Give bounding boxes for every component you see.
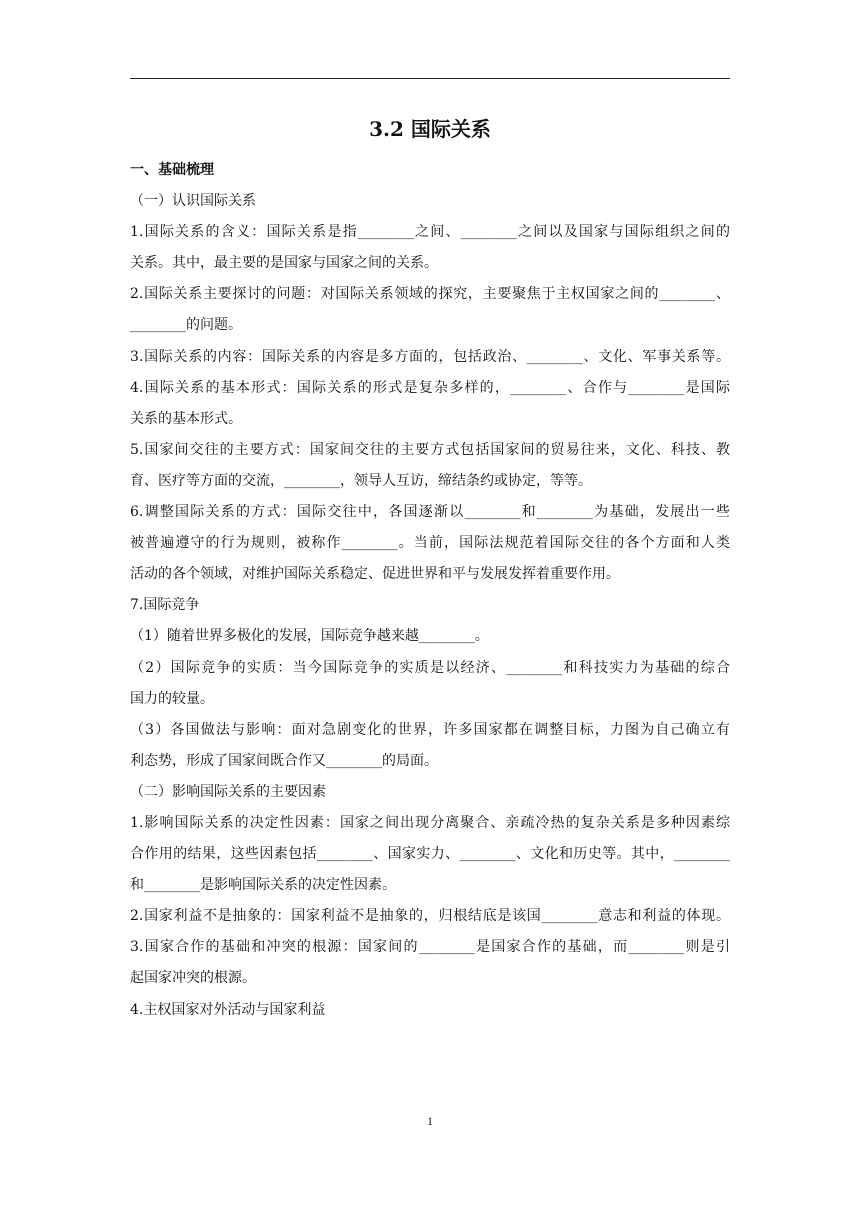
paragraph-line: 关系的基本形式。 <box>130 410 242 427</box>
header-rule <box>130 78 730 79</box>
paragraph-line: （1）随着世界多极化的发展，国际竞争越来越________。 <box>130 628 489 645</box>
paragraph-line: 活动的各个领域，对维护国际关系稳定、促进世界和平与发展发挥着重要作用。 <box>130 566 620 583</box>
paragraph-line: （2）国际竞争的实质：当今国际竞争的实质是以经济、________和科技实力为基础的综合 <box>130 659 730 676</box>
paragraph-line: 2.国家利益不是抽象的：国家利益不是抽象的，归根结底是该国________意志和利益的体现。 <box>130 908 730 925</box>
paragraph-line: 1.影响国际关系的决定性因素：国家之间出现分离聚合、亲疏冷热的复杂关系是多种因素综 <box>130 814 730 831</box>
paragraph-line: 6.调整国际关系的方式：国际交往中，各国逐渐以________和________为基础，发展出一些 <box>130 504 730 521</box>
paragraph-line: 4.国际关系的基本形式：国际关系的形式是复杂多样的，________、合作与________是国际 <box>130 379 730 396</box>
section-heading: 一、基础梳理 <box>130 162 214 178</box>
paragraph-line: ________的问题。 <box>130 317 242 334</box>
paragraph-line: 合作用的结果，这些因素包括________、国家实力、________、文化和历史等。其中，________ <box>130 846 730 863</box>
page-title: 3.2 国际关系 <box>369 117 491 141</box>
paragraph-line: 1.国际关系的含义：国际关系是指________之间、________之间以及国家与国际组织之间的 <box>130 224 730 241</box>
document-body <box>130 156 730 1027</box>
subsection-heading: （一）认识国际关系 <box>130 193 256 210</box>
paragraph-line: 育、医疗等方面的交流，________，领导人互访，缔结条约或协定，等等。 <box>130 472 592 489</box>
page-number: 1 <box>427 1114 433 1128</box>
paragraph-line: 利态势，形成了国家间既合作又________的局面。 <box>130 752 438 769</box>
paragraph-line: 3.国际关系的内容：国际关系的内容是多方面的，包括政治、________、文化、军事关系等。 <box>130 348 730 365</box>
paragraph-line: 2.国际关系主要探讨的问题：对国际关系领域的探究，主要聚焦于主权国家之间的________、 <box>130 286 730 303</box>
paragraph-line: 7.国际竞争 <box>130 597 200 614</box>
paragraph-line: 被普遍遵守的行为规则，被称作________。当前，国际法规范着国际交往的各个方面和人类 <box>130 535 730 552</box>
subsection-heading: （二）影响国际关系的主要因素 <box>130 783 326 800</box>
paragraph-line: 和________是影响国际关系的决定性因素。 <box>130 877 396 894</box>
paragraph-line: （3）各国做法与影响：面对急剧变化的世界，许多国家都在调整目标，力图为自己确立有 <box>130 721 730 738</box>
paragraph-line: 国力的较量。 <box>130 690 214 707</box>
paragraph-line: 起国家冲突的根源。 <box>130 970 256 987</box>
paragraph-line: 关系。其中，最主要的是国家与国家之间的关系。 <box>130 255 438 272</box>
paragraph-line: 5.国家间交往的主要方式：国家间交往的主要方式包括国家间的贸易往来，文化、科技、教 <box>130 441 730 458</box>
paragraph-line: 4.主权国家对外活动与国家利益 <box>130 1001 326 1018</box>
paragraph-line: 3.国家合作的基础和冲突的根源：国家间的________是国家合作的基础，而________则是引 <box>130 939 730 956</box>
